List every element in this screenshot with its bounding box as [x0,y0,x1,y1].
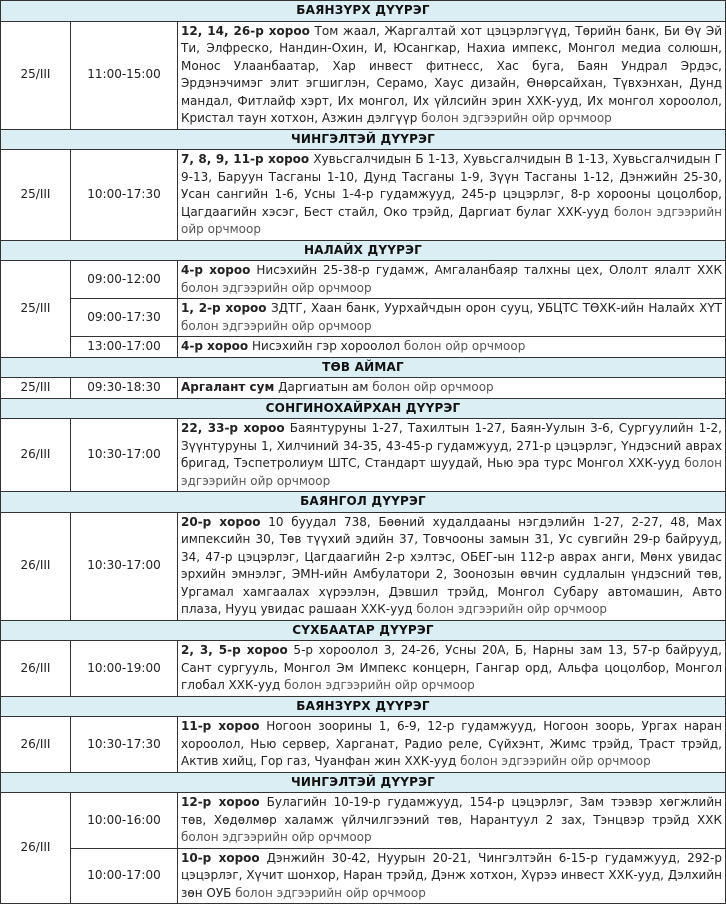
section-header-row [1,696,726,717]
date-cell: 26/III [1,419,71,492]
time-cell: 10:30-17:00 [71,512,178,620]
section-header-row [1,772,726,793]
description-tail: болон эдгээрийн ойр орчмоор [181,280,372,295]
date-cell: 25/III [1,21,71,129]
time-cell: 09:30-18:30 [71,378,178,399]
khoroo-label: 4-р хороо [181,263,251,277]
description-text: Баянтуруны 1-27, Тахилтын 1-27, Баян-Уулын 3-6, Сургуулийн 1-2, Зүүнтуруны 1, Хилчиний 34-35, 43-45-р гудамжууд, 271-р цэцэрлэг, Үндэсний аврах бригад, Тэспетролиум ШТС, Стандарт шуудай, Нью эра турс Монгол ХХК-ууд [181,421,722,470]
schedule-row [1,150,726,241]
description-text: Даргиатын ам [274,380,369,394]
description-cell [178,378,726,399]
section-title: СОНГИНОХАЙРХАН ДҮҮРЭГ [1,398,726,419]
schedule-row [1,419,726,492]
description-tail: болон эдгээрийн ойр орчмоор [181,318,372,333]
section-title: БАЯНЗҮРХ ДҮҮРЭГ [1,1,726,22]
date-cell: 26/III [1,793,71,904]
description-tail: болон ойр орчмоор [368,380,494,394]
description-tail: болон эдгээрийн ойр орчмоор [181,456,722,488]
khoroo-label: 4-р хороо [181,339,249,353]
section-header-row [1,620,726,641]
section-header-row [1,492,726,513]
date-cell: 26/III [1,641,71,697]
schedule-row [1,848,726,904]
section-header-row [1,240,726,261]
description-text: Ногоон зоорины 1, 6-9, 12-р гудамжууд, Ногоон зоорь, Ургах наран хороолол, Нью сервер, Харганат, Радио реле, Сүйхэнт, Жимс трэйд, Траст трэйд, Актив хийц, Гор газ, Чуанфан жин ХХК-ууд [181,719,722,768]
section-header-row [1,357,726,378]
date-cell: 25/III [1,378,71,399]
description-cell [178,337,726,358]
schedule-row [1,378,726,399]
khoroo-label: 1, 2-р хороо [181,301,267,315]
section-title: СҮХБААТАР ДҮҮРЭГ [1,620,726,641]
description-text: ЗДТГ, Хаан банк, Уурхайчдын орон сууц, УБЦТС ТӨХК-ийн Налайх ХҮТ [266,301,722,315]
khoroo-label: 12, 14, 26-р хороо [181,23,310,38]
khoroo-label: 11-р хороо [181,719,260,733]
section-header-row [1,398,726,419]
khoroo-label: 7, 8, 9, 11-р хороо [181,152,310,166]
time-cell: 10:30-17:30 [71,717,178,773]
description-tail: болон эдгээрийн ойр орчмоор [417,111,612,125]
description-tail: болон эдгээрийн ойр орчмоор [412,602,608,616]
section-title: БАЯНГОЛ ДҮҮРЭГ [1,492,726,513]
schedule-row [1,337,726,358]
description-cell [178,299,726,337]
description-text: Хувьсгалчидын Б 1-13, Хувьсгалчидын В 1-13, Хувьсгалчидын Г 9-13, Баруун Тасганы 1-10, Дунд Тасганы 1-9, Зүүн Тасганы 1-12, Дэнжийн 25-30, Усан сангийн 1-6, Усны 1-4-р гудамжууд, 245-р цэцэрлэг, 8-р хорооны цоцолбор, Цагдаагийн хэсэг, Бест стайл, Око трэйд, Даргиат булаг ХХК-ууд [181,152,722,219]
section-title: ЧИНГЭЛТЭЙ ДҮҮРЭГ [1,772,726,793]
khoroo-label: 2, 3, 5-р хороо [181,643,288,657]
description-tail: болон эдгээрийн ойр орчмоор [456,754,651,768]
date-cell: 25/III [1,150,71,241]
sum-label: Аргалант сум [181,380,275,394]
description-cell [178,150,726,241]
time-cell: 10:00-17:30 [71,150,178,241]
description-tail: болон ойр орчмоор [400,339,526,353]
schedule-row [1,299,726,337]
date-cell: 26/III [1,512,71,620]
time-cell: 11:00-15:00 [71,21,178,129]
schedule-row [1,21,726,129]
description-cell [178,848,726,904]
description-text: 5-р хороолол 3, 24-26, Усны 20А, Б, Нарны зам 13, 57-р байрууд, Сант сургууль, Монгол Эм Импекс концерн, Гангар орд, Альфа цоцолбор, Монгол глобал ХХК-ууд [181,643,722,692]
description-cell [178,641,726,697]
schedule-row [1,641,726,697]
description-tail: болон эдгээрийн ойр орчмоор [181,830,372,844]
description-text: Нисэхийн 25-38-р гудамж, Амгаланбаяр талхны цех, Ололт ялалт ХХК [250,263,722,277]
khoroo-label: 10-р хороо [181,850,260,865]
description-text: 10 буудал 738, Бөөний худалдааны нэгдэлийн 1-27, 2-27, 48, Мах импексийн 30, Төв түүхий эдийн 37, Товчооны замын 31, Ус сувгийн 29-р байрууд, 34, 47-р цэцэрлэг, Цагдаагийн 2-р хэлтэс, ОБЕГ-ын 112-р аврах анги, Мөнх увидас эрхийн эмнэлэг, ЭМН-ийн Амбулатори 2, Зоонозын өвчин судлалын үндэсний төв, Ургамал хамгаалах хүрээлэн, Дэвшил трэйд, Монгол Субару автомашин, Авто плаза, Нууц увидас рашаан ХХК-ууд [181,514,722,616]
khoroo-label: 20-р хороо [181,514,261,529]
khoroo-label: 12-р хороо [181,795,260,809]
description-cell [178,512,726,620]
schedule-row [1,261,726,299]
description-cell [178,717,726,773]
description-tail: болон эдгээрийн ойр орчмоор [181,204,722,236]
description-tail: болон эдгээрийн ойр орчмоор [231,885,426,900]
description-text: Том жаал, Жаргалтай хот цэцэрлэгүүд, Төрийн банк, Би Өү Эй Ти, Элфреско, Нандин-Охин, И, Юсангкар, Нахиа импекс, Монгол медиа солюшн, Монос Улаанбаатар, Хар инвест фитнесс, Хас буга, Баян Ундрал Эрдэс, Эрдэнэчимэг элит эгшиглэн, Серамо, Хаус дизайн, Өнөрсайхан, Түвхэнхан, Дунд мандал, Фитлайф хэрт, Их монгол, Их үйлсийн эрин ХХК-ууд, Их монгол хороолол, Кристал таун хотхон, Азжин дэлгүүр [181,23,722,125]
section-title: ЧИНГЭЛТЭЙ ДҮҮРЭГ [1,129,726,150]
description-cell [178,261,726,299]
description-text: Дэнжийн 30-42, Нуурын 20-21, Чингэлтэйн 6-15-р гудамжууд, 292-р цэцэрлэг, Хүчит шонхор, Наран трэйд, Дэнж хотхон, Хүрээ инвест ХХК-ууд, Дэлхийн зөн ОУБ [181,850,722,900]
time-cell: 10:00-16:00 [71,793,178,849]
section-title: БАЯНЗҮРХ ДҮҮРЭГ [1,696,726,717]
description-tail: болон эдгээрийн ойр орчмоор [280,678,475,692]
section-title: ТӨВ АЙМАГ [1,357,726,378]
time-cell: 10:00-19:00 [71,641,178,697]
section-header-row [1,129,726,150]
description-text: Булагийн 10-19-р гудамжууд, 154-р цэцэрлэг, Зам тээвэр хөгжлийн төв, Хөдөлмөр халамж үйлчилгээний төв, Нарантуул 2 зах, Тэнцвэр трэйд ХХК [181,795,722,827]
description-cell [178,21,726,129]
section-title: НАЛАЙХ ДҮҮРЭГ [1,240,726,261]
date-cell: 26/III [1,717,71,773]
time-cell: 09:00-17:30 [71,299,178,337]
date-cell: 25/III [1,261,71,358]
time-cell: 09:00-12:00 [71,261,178,299]
time-cell: 13:00-17:00 [71,337,178,358]
time-cell: 10:00-17:00 [71,848,178,904]
description-cell [178,419,726,492]
khoroo-label: 22, 33-р хороо [181,421,285,435]
description-text: Нисэхийн гэр хороолол [248,339,401,353]
schedule-row [1,717,726,773]
schedule-row [1,512,726,620]
section-header-row [1,1,726,22]
time-cell: 10:30-17:00 [71,419,178,492]
